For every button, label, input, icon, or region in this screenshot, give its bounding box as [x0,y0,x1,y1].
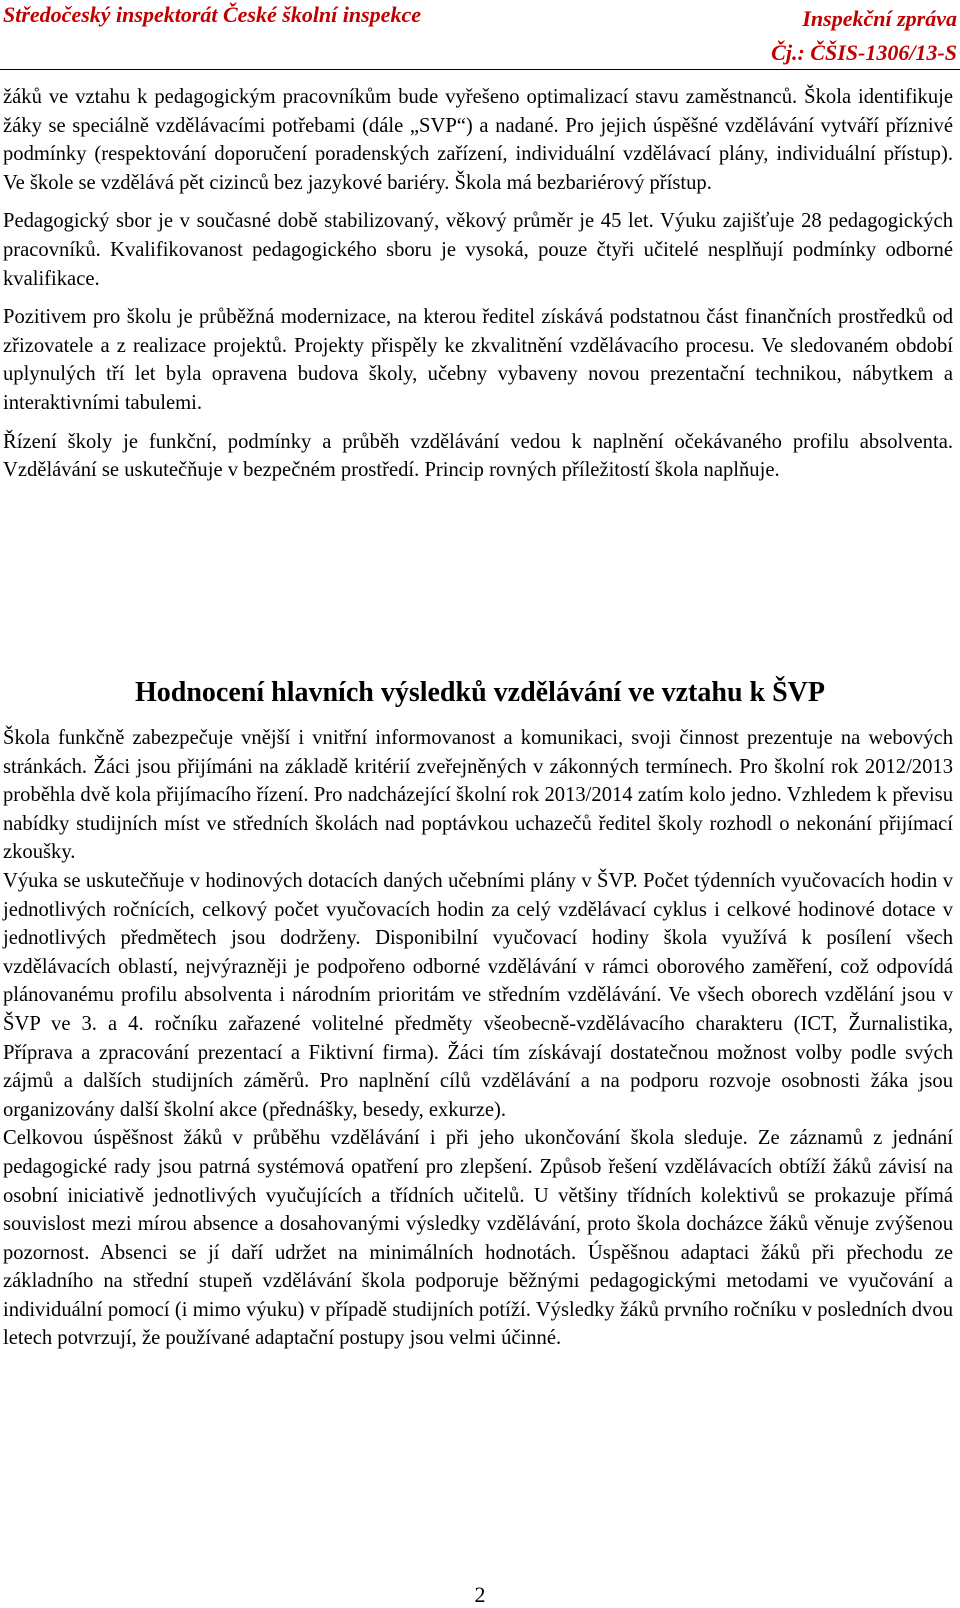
page-header [0,0,960,70]
paragraph: Celkovou úspěšnost žáků v průběhu vzdělávání i při jeho ukončování škola sleduje. Ze záznamů z jednání pedagogické rady jsou patrná systémová opatření pro zlepšení. Způsob řešení vzdělávacích obtíží žáků závisí na osobní iniciativě jednotlivých vyučujících a třídních učitelů. U většiny třídních kolektivů se prokazuje přímá souvislost mezi mírou absence a dosahovanými výsledky vzdělávání, proto škola docházce žáků věnuje zvýšenou pozornost. Absenci se jí daří udržet na minimálních hodnotách. Úspěšnou adaptaci žáků při přechodu ze základního na střední stupeň vzdělávání škola podporuje běžnými pedagogickými metodami ve vyučování a individuální pomocí (i mimo výuku) v případě studijních potíží. Výsledky žáků prvního ročníku v posledních dvou letech potvrzují, že používané adaptační postupy jsou velmi účinné. [3,1127,953,1350]
paragraph: Pozitivem pro školu je průběžná modernizace, na kterou ředitel získává podstatnou část finančních prostředků od zřizovatele a z realizace projektů. Projekty přispěly ke zkvalitnění vzdělávacího procesu. Ve sledovaném období uplynulých tří let byla opravena budova školy, učebny vybaveny novou prezentační technikou, nábytkem a interaktivními tabulemi. [3,306,953,414]
paragraph: Škola funkčně zabezpečuje vnější i vnitřní informovanost a komunikaci, svoji činnost prezentuje na webových stránkách. Žáci jsou přijímáni na základě kritérií zveřejněných v zákonných termínech. Pro školní rok 2012/2013 proběhla dvě kola přijímacího řízení. Pro nadcházející školní rok 2013/2014 zatím kolo jedno. Vzhledem k převisu nabídky studijních míst ve středních školách nad poptávkou uchazečů ředitel školy rozhodl o nekonání přijímací zkoušky. [3,727,953,864]
paragraph: Pedagogický sbor je v současné době stabilizovaný, věkový průměr je 45 let. Výuku zajišťuje 28 pedagogických pracovníků. Kvalifikovanost pedagogického sboru je vysoká, pouze čtyři učitelé nesplňují podmínky odborné kvalifikace. [3,210,953,290]
section-school-conditions [3,83,953,485]
paragraph: žáků ve vztahu k pedagogickým pracovníkům bude vyřešeno optimalizací stavu zaměstnanců. Škola identifikuje žáky se speciálně vzdělávacími potřebami (dále „SVP“) a nadané. Pro jejich úspěšné vzdělávání vytváří příznivé podmínky (respektování doporučení poradenských zařízení, individuální vzdělávací plány, individuální přístup). Ve škole se vzdělává pět cizinců bez jazykové bariéry. Škola má bezbariérový přístup. [3,86,953,194]
reference-number: Čj.: ČŠIS-1306/13-S [771,40,957,65]
section-results [3,724,953,1353]
paragraph: Řízení školy je funkční, podmínky a průběh vzdělávání vedou k naplnění očekávaného profilu absolventa. Vzdělávání se uskutečňuje v bezpečném prostředí. Princip rovných příležitostí škola naplňuje. [3,430,953,482]
section-heading: Hodnocení hlavních výsledků vzdělávání ve vztahu k ŠVP [134,677,825,708]
report-title: Inspekční zpráva [802,6,957,31]
inspectorate-name: Středočeský inspektorát České školní inspekce [3,2,421,27]
paragraph: Výuka se uskutečňuje v hodinových dotacích daných učebními plány v ŠVP. Počet týdenních vyučovacích hodin v jednotlivých ročnících, celkový počet vyučovacích hodin za celý vzdělávací cyklus i celkové hodinové dotace v jednotlivých předmětech jsou dodrženy. Disponibilní vyučovací hodiny škola využívá k posílení všech vzdělávacích oblastí, nejvýrazněji je podpořeno odborné vzdělávání v rámci oborového zaměření, což odpovídá plánovanému profilu absolventa i národním prioritám ve středním vzdělávání. Ve všech oborech vzdělání jsou v ŠVP ve 3. a 4. ročníku zařazené volitelné předměty všeobecně-vzdělávacího charakteru (ICT, Žurnalistika, Příprava a zpracování prezentací a Fiktivní firma). Žáci tím získávají dostatečnou možnost volby podle svých zájmů a dalších studijních záměrů. Pro naplnění cílů vzdělávání a na podporu rozvoje osobnosti žáka jsou organizovány další školní akce (přednášky, besedy, exkurze). [3,869,953,1121]
section-heading-wrap [0,676,960,710]
page-number: 2 [474,1582,486,1607]
report-info [771,2,957,70]
